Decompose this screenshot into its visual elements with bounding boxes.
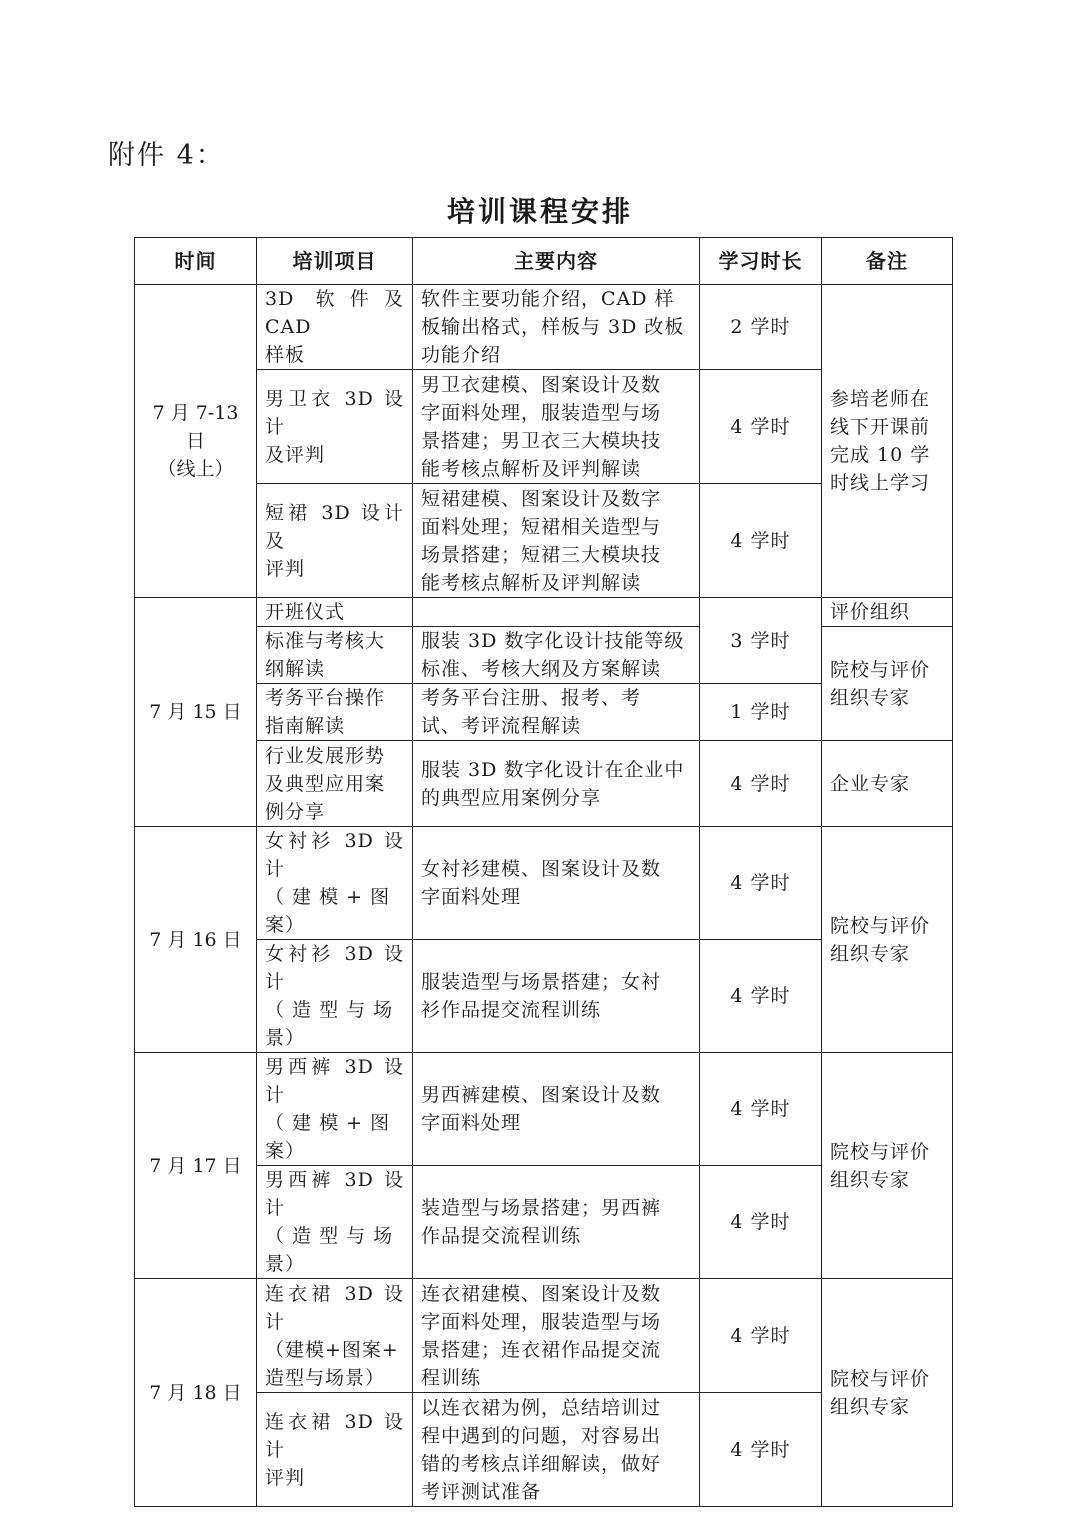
time-cell: 7 月 15 日 bbox=[135, 598, 257, 827]
hours-cell: 4 学时 bbox=[700, 1393, 822, 1507]
item-cell: 男西裤 3D 设计 （ 造 型 与 场 景） bbox=[257, 1166, 413, 1279]
content-cell: 装造型与场景搭建；男西裤 作品提交流程训练 bbox=[413, 1166, 700, 1279]
content-cell: 男卫衣建模、图案设计及数 字面料处理，服装造型与场 景搭建；男卫衣三大模块技 能考核点解析及评判解读 bbox=[413, 370, 700, 484]
hours-cell: 1 学时 bbox=[700, 684, 822, 741]
item-cell: 女衬衫 3D 设计 （ 造 型 与 场 景） bbox=[257, 940, 413, 1053]
table-row bbox=[135, 1053, 953, 1166]
item-cell: 考务平台操作 指南解读 bbox=[257, 684, 413, 741]
note-cell: 参培老师在 线下开课前 完成 10 学 时线上学习 bbox=[822, 285, 953, 598]
header-item: 培训项目 bbox=[257, 238, 413, 285]
content-cell: 考务平台注册、报考、考 试、考评流程解读 bbox=[413, 684, 700, 741]
content-cell: 连衣裙建模、图案设计及数 字面料处理，服装造型与场 景搭建；连衣裙作品提交流 程训练 bbox=[413, 1279, 700, 1393]
content-cell: 女衬衫建模、图案设计及数 字面料处理 bbox=[413, 827, 700, 940]
item-cell: 连衣裙 3D 设计 评判 bbox=[257, 1393, 413, 1507]
item-cell: 女衬衫 3D 设计 （ 建 模 + 图 案） bbox=[257, 827, 413, 940]
item-cell: 行业发展形势 及典型应用案 例分享 bbox=[257, 741, 413, 827]
header-content: 主要内容 bbox=[413, 238, 700, 285]
content-cell: 服装 3D 数字化设计在企业中 的典型应用案例分享 bbox=[413, 741, 700, 827]
table-row bbox=[135, 598, 953, 627]
item-cell: 3D 软件及 CAD 样板 bbox=[257, 285, 413, 370]
time-cell: 7 月 7-13 日 （线上） bbox=[135, 285, 257, 598]
header-time: 时间 bbox=[135, 238, 257, 285]
hours-cell: 4 学时 bbox=[700, 1166, 822, 1279]
note-cell: 企业专家 bbox=[822, 741, 953, 827]
content-cell: 服装 3D 数字化设计技能等级 标准、考核大纲及方案解读 bbox=[413, 627, 700, 684]
hours-cell: 4 学时 bbox=[700, 484, 822, 598]
item-cell: 短裙 3D 设计及 评判 bbox=[257, 484, 413, 598]
content-cell: 男西裤建模、图案设计及数 字面料处理 bbox=[413, 1053, 700, 1166]
table-row bbox=[135, 285, 953, 370]
content-cell: 软件主要功能介绍，CAD 样 板输出格式，样板与 3D 改板 功能介绍 bbox=[413, 285, 700, 370]
time-cell: 7 月 17 日 bbox=[135, 1053, 257, 1279]
note-cell: 院校与评价 组织专家 bbox=[822, 1053, 953, 1279]
schedule-table bbox=[134, 237, 953, 1507]
content-cell bbox=[413, 598, 700, 627]
hours-cell: 3 学时 bbox=[700, 598, 822, 684]
content-cell: 短裙建模、图案设计及数字 面料处理；短裙相关造型与 场景搭建；短裙三大模块技 能考核点解析及评判解读 bbox=[413, 484, 700, 598]
header-hours: 学习时长 bbox=[700, 238, 822, 285]
time-cell: 7 月 16 日 bbox=[135, 827, 257, 1053]
note-cell: 院校与评价 组织专家 bbox=[822, 627, 953, 741]
table-header-row bbox=[135, 238, 953, 285]
hours-cell: 4 学时 bbox=[700, 1053, 822, 1166]
item-cell: 标准与考核大 纲解读 bbox=[257, 627, 413, 684]
content-cell: 以连衣裙为例，总结培训过 程中遇到的问题，对容易出 错的考核点详细解读，做好 考评测试准备 bbox=[413, 1393, 700, 1507]
hours-cell: 4 学时 bbox=[700, 741, 822, 827]
table-row bbox=[135, 627, 953, 684]
header-note: 备注 bbox=[822, 238, 953, 285]
item-cell: 男西裤 3D 设计 （ 建 模 + 图 案） bbox=[257, 1053, 413, 1166]
document-title: 培训课程安排 bbox=[446, 195, 633, 228]
item-cell: 男卫衣 3D 设计 及评判 bbox=[257, 370, 413, 484]
hours-cell: 4 学时 bbox=[700, 940, 822, 1053]
time-cell: 7 月 18 日 bbox=[135, 1279, 257, 1507]
item-cell: 连衣裙 3D 设计 （建模+图案+ 造型与场景） bbox=[257, 1279, 413, 1393]
table-row bbox=[135, 1279, 953, 1393]
hours-cell: 4 学时 bbox=[700, 827, 822, 940]
hours-cell: 2 学时 bbox=[700, 285, 822, 370]
content-cell: 服装造型与场景搭建；女衬 衫作品提交流程训练 bbox=[413, 940, 700, 1053]
note-cell: 院校与评价 组织专家 bbox=[822, 827, 953, 1053]
hours-cell: 4 学时 bbox=[700, 370, 822, 484]
table-row bbox=[135, 827, 953, 940]
table-row bbox=[135, 741, 953, 827]
attachment-label: 附件 4： bbox=[108, 140, 225, 171]
hours-cell: 4 学时 bbox=[700, 1279, 822, 1393]
note-cell: 评价组织 bbox=[822, 598, 953, 627]
item-cell: 开班仪式 bbox=[257, 598, 413, 627]
note-cell: 院校与评价 组织专家 bbox=[822, 1279, 953, 1507]
